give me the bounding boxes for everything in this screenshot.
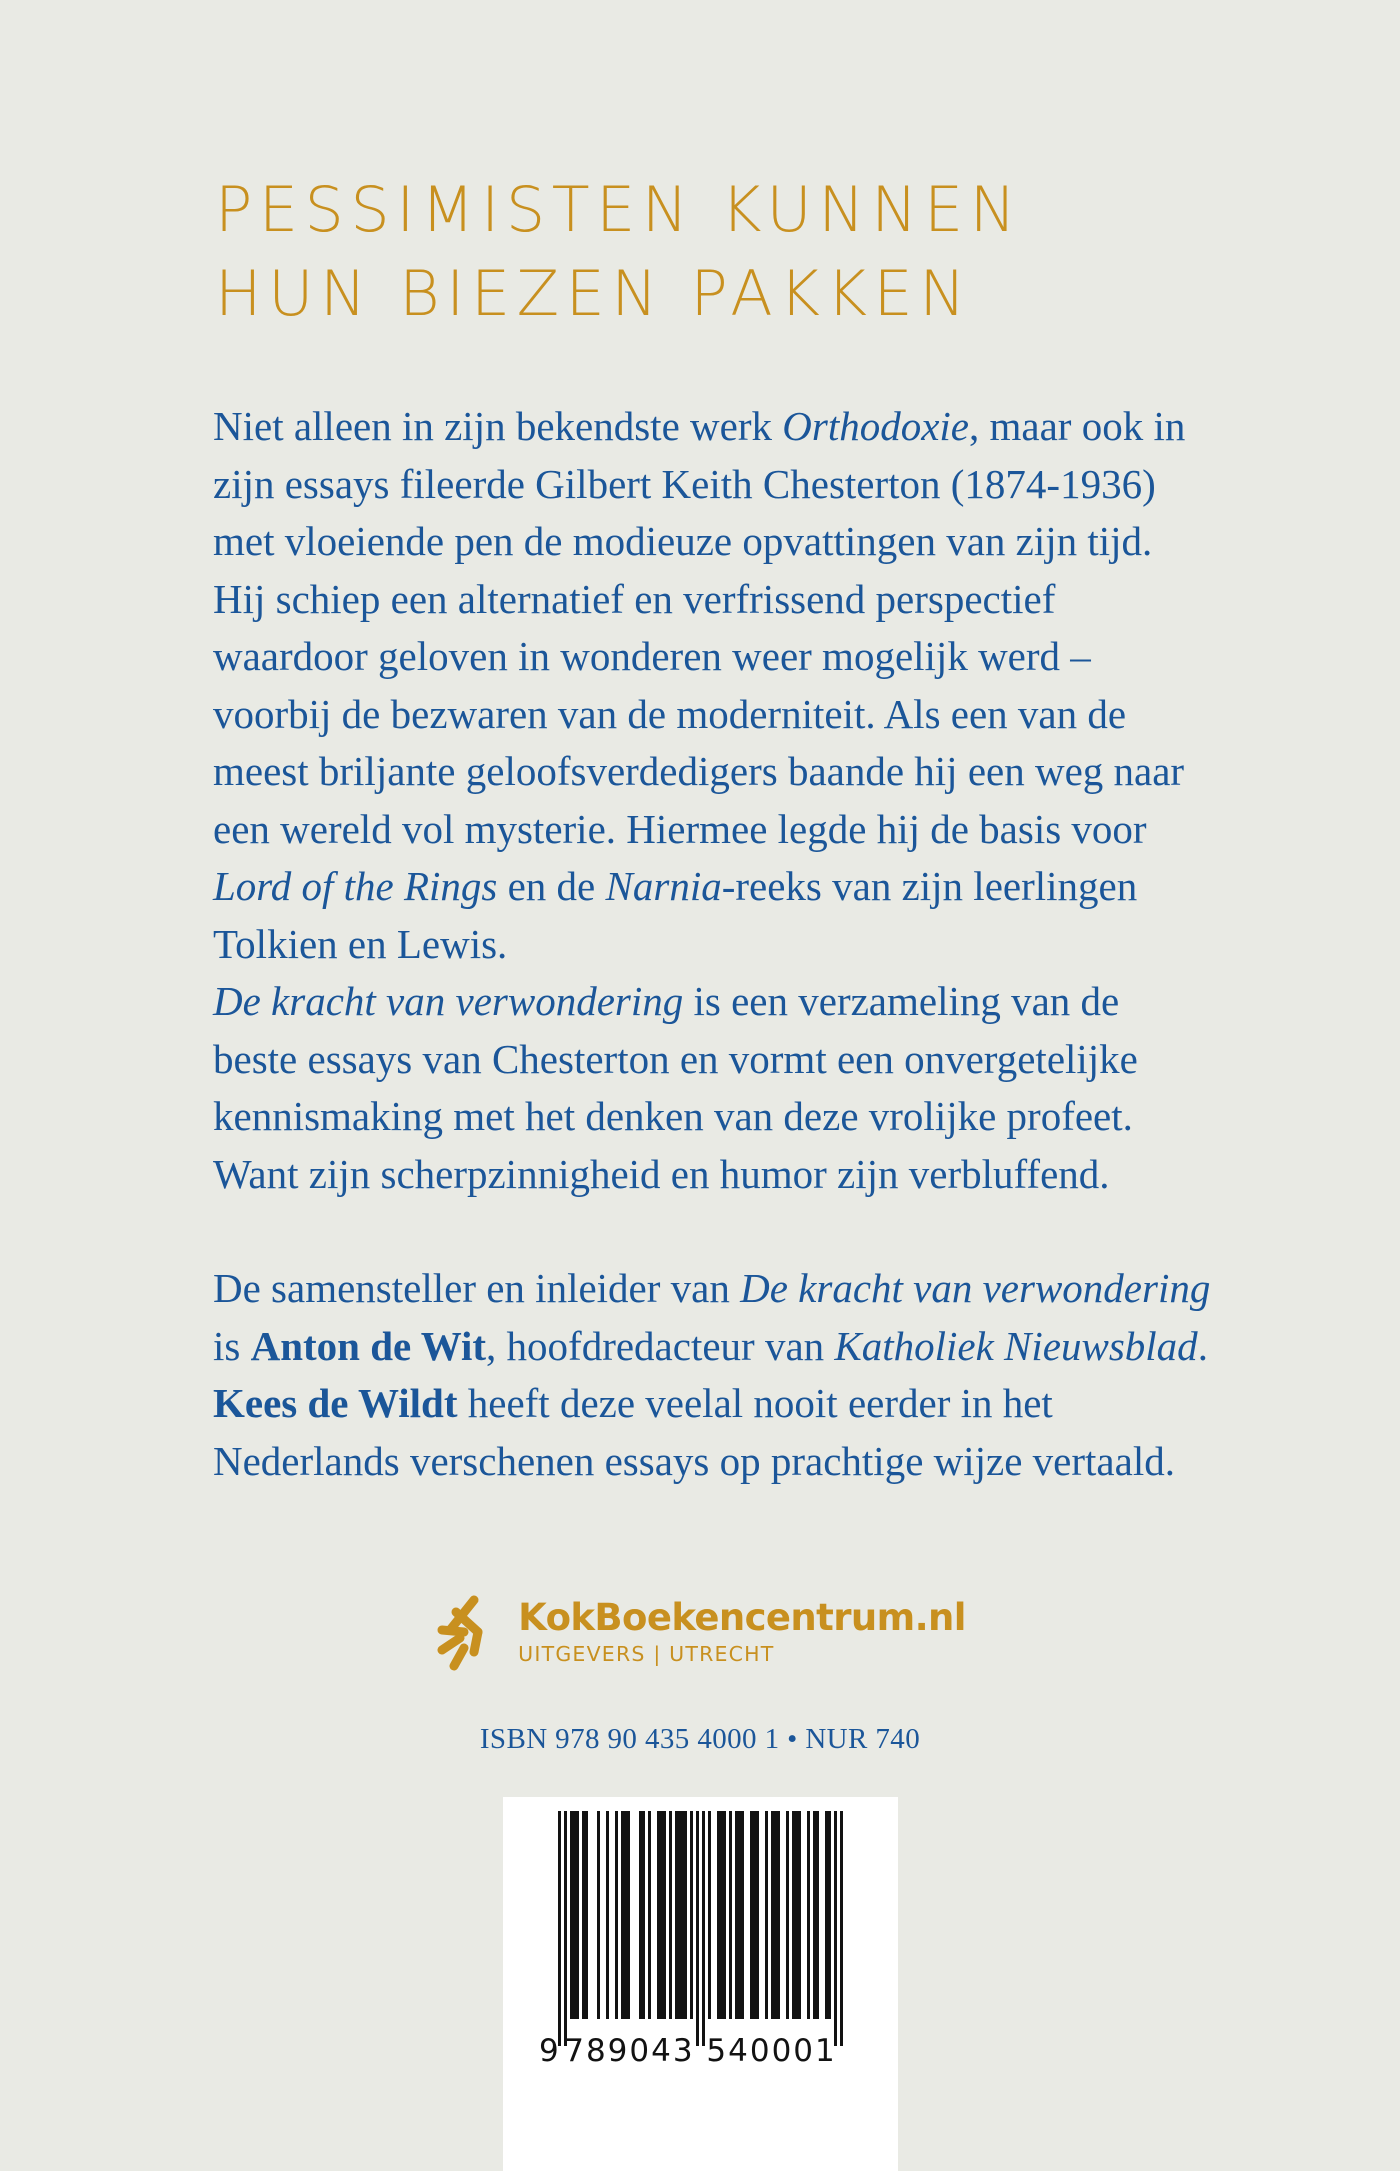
text-run: Niet alleen in zijn bekendste werk	[213, 403, 783, 449]
barcode-bar	[675, 1811, 687, 2019]
publisher-name: KokBoekencentrum.nl	[518, 1595, 966, 1639]
text-run: -reeks van zijn leerlingen Tolkien en Lewis.	[213, 863, 1138, 967]
barcode-lead-digit: 9	[539, 2033, 559, 2069]
blurb-paragraph-2	[213, 973, 1213, 1203]
barcode-bars	[558, 1811, 843, 2046]
barcode-space	[588, 1811, 597, 2046]
barcode-bar	[717, 1811, 726, 2019]
barcode-bar	[657, 1811, 666, 2019]
cover-title	[215, 168, 1235, 336]
barcode-digits: 789043 540001	[564, 2033, 837, 2069]
blurb-paragraph-3	[213, 1260, 1213, 1490]
text-run: en de	[497, 863, 606, 909]
text-run: .	[1197, 1322, 1208, 1369]
publisher-logo-inner	[434, 1592, 966, 1672]
barcode-bar	[570, 1811, 579, 2019]
italic-title: De kracht van verwondering	[213, 978, 684, 1024]
barcode-space	[630, 1811, 639, 2046]
blurb-text	[213, 398, 1213, 1490]
text-run: heeft deze veelal nooit eerder in het Nederlands verschenen essays op prachtige wijze vertaald.	[213, 1380, 1175, 1484]
text-run: , hoofdredacteur van	[486, 1322, 835, 1369]
barcode-bar	[621, 1811, 630, 2019]
text-run: De samensteller en inleider van	[213, 1265, 741, 1311]
barcode-panel	[503, 1797, 898, 2171]
bold-name: Kees de Wildt	[213, 1380, 458, 1426]
bold-name: Anton de Wit	[250, 1322, 487, 1369]
title-line-2: HUN BIEZEN PAKKEN	[215, 257, 973, 330]
italic-title: Orthodoxie	[782, 403, 969, 449]
text-run: , maar ook in zijn essays fileerde Gilbert Keith Chesterton (1874-1936) met vloeiende pen de modieuze opvattingen van zijn tijd. Hij schiep een alternatief en verfrissend perspectief waardoor geloven in wonderen weer mogelijk werd – voorbij de bezwaren van de moderniteit. Als een van de meest briljante geloofsverdedigers baande hij een weg naar een wereld vol mysterie. Hiermee legde hij de basis voor	[213, 403, 1186, 852]
italic-title: De kracht van verwondering	[740, 1265, 1211, 1311]
blurb-paragraph-1	[213, 398, 1213, 973]
text-run: is	[213, 1322, 251, 1369]
barcode-bar	[750, 1811, 759, 2019]
barcode-bar	[771, 1811, 780, 2019]
title-line-1: PESSIMISTEN KUNNEN	[215, 173, 1023, 246]
barcode-bar	[735, 1811, 744, 2019]
barcode-bar	[840, 1811, 843, 2046]
publisher-subtitle: UITGEVERS | UTRECHT	[518, 1641, 775, 1666]
italic-title: Lord of the Rings	[213, 863, 498, 909]
paragraph-spacer	[213, 1203, 1213, 1260]
text-run: is een verzameling van de beste essays van Chesterton en vormt een onvergetelijke kennismaking met het denken van deze vrolijke profeet. Want zijn scherpzinnigheid en humor zijn verbluffend.	[213, 978, 1138, 1197]
italic-title: Narnia	[605, 863, 722, 909]
italic-title: Katholiek Nieuwsblad	[834, 1322, 1198, 1369]
barcode-bar	[792, 1811, 801, 2019]
publisher-logo-words	[518, 1595, 966, 1667]
kok-boekencentrum-figure-mark-icon	[434, 1592, 496, 1672]
isbn-nur-line: ISBN 978 90 435 4000 1 • NUR 740	[479, 1723, 921, 1755]
publisher-logo	[0, 1592, 1400, 1672]
